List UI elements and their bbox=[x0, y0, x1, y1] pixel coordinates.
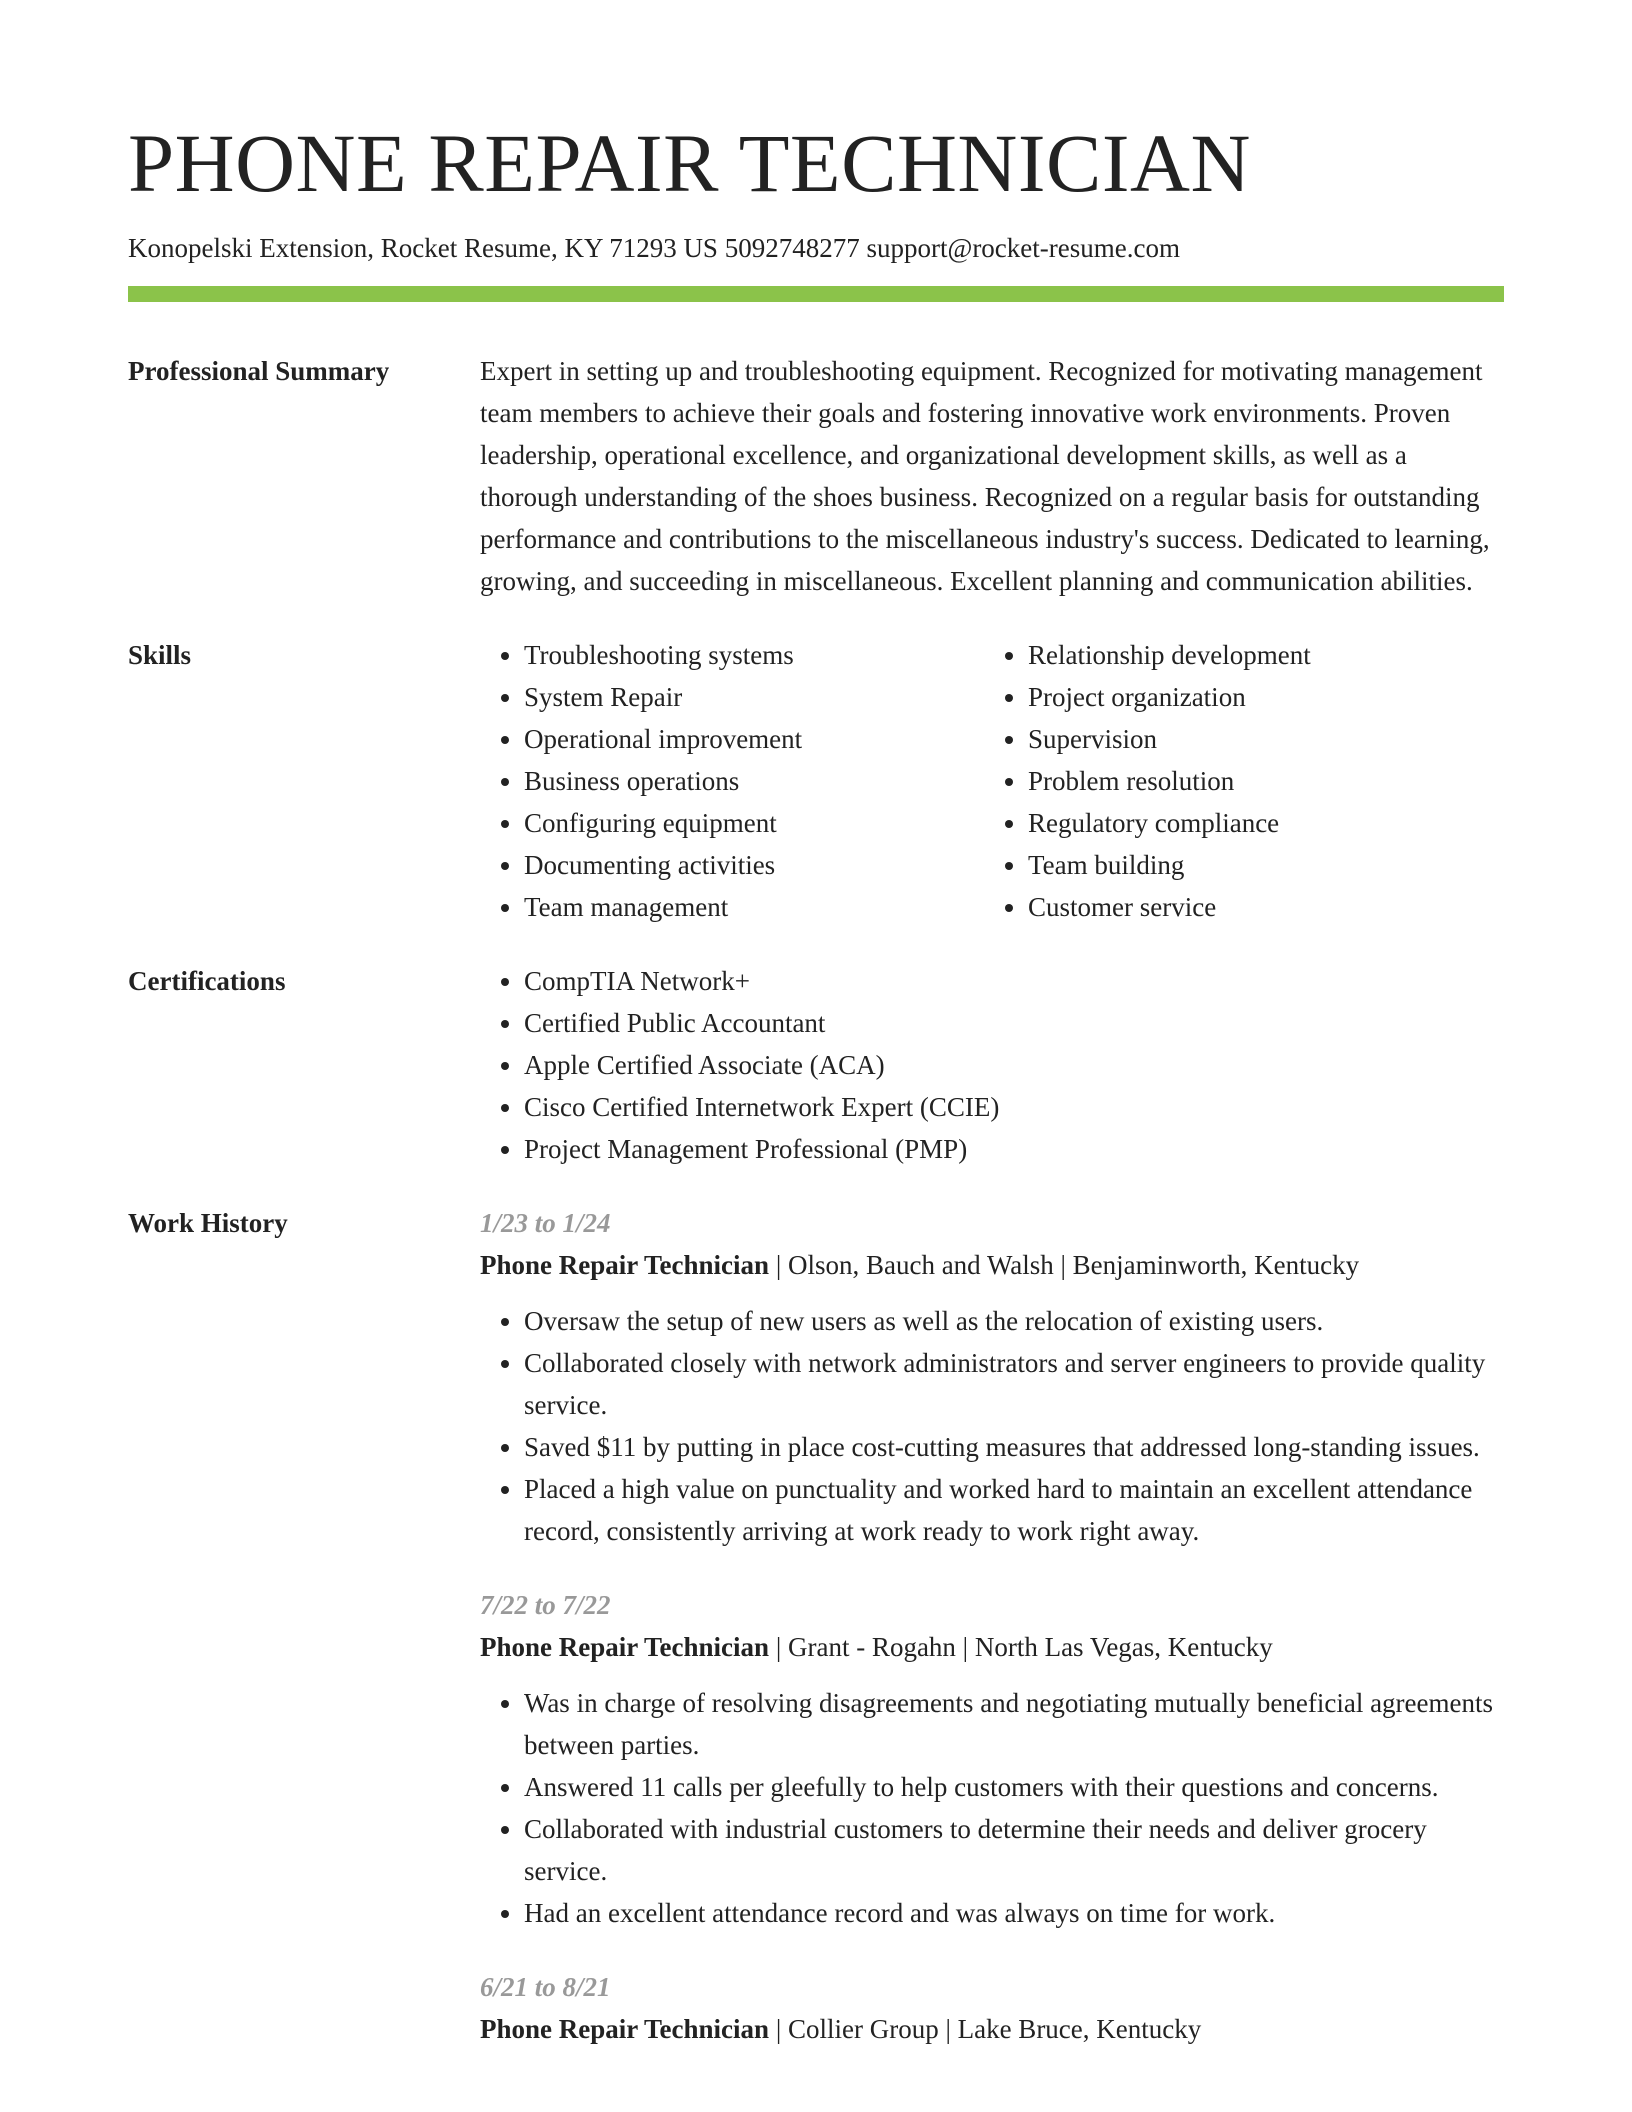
job-bullet: • Collaborated with industrial customers to determine their needs and deliver grocery service. bbox=[524, 1808, 1504, 1892]
job-heading bbox=[480, 1626, 1504, 1668]
section-work-history bbox=[128, 1202, 1504, 2050]
skills-list-left bbox=[480, 634, 984, 928]
header-divider bbox=[128, 286, 1504, 302]
job-bullet: • Answered 11 calls per gleefully to help customers with their questions and concerns. bbox=[524, 1766, 1504, 1808]
job-entry bbox=[480, 1584, 1504, 1934]
skill-item: • Team management bbox=[524, 886, 984, 928]
certification-item: • Apple Certified Associate (ACA) bbox=[524, 1044, 1504, 1086]
skill-item: • Problem resolution bbox=[1028, 760, 1488, 802]
skill-item: • Team building bbox=[1028, 844, 1488, 886]
job-bullet: • Saved $11 by putting in place cost-cutting measures that addressed long-standing issues. bbox=[524, 1426, 1504, 1468]
section-skills bbox=[128, 634, 1504, 928]
job-bullet: • Oversaw the setup of new users as well as the relocation of existing users. bbox=[524, 1300, 1504, 1342]
skill-item: • Documenting activities bbox=[524, 844, 984, 886]
skill-item: • Customer service bbox=[1028, 886, 1488, 928]
contact-info: Konopelski Extension, Rocket Resume, KY 71293 US 5092748277 support@rocket-resume.com bbox=[128, 233, 1180, 263]
certification-item: • Certified Public Accountant bbox=[524, 1002, 1504, 1044]
skill-item: • Regulatory compliance bbox=[1028, 802, 1488, 844]
skill-item: • Operational improvement bbox=[524, 718, 984, 760]
section-label: Certifications bbox=[128, 966, 286, 996]
section-professional-summary bbox=[128, 350, 1504, 602]
certification-item: • CompTIA Network+ bbox=[524, 960, 1504, 1002]
section-label: Professional Summary bbox=[128, 356, 390, 386]
job-bullet: • Collaborated closely with network administrators and server engineers to provide quality service. bbox=[524, 1342, 1504, 1426]
job-bullet: • Placed a high value on punctuality and worked hard to maintain an excellent attendance record, consistently arriving at work ready to work right away. bbox=[524, 1468, 1504, 1552]
skill-item: • Relationship development bbox=[1028, 634, 1488, 676]
job-details: | Collier Group | Lake Bruce, Kentucky bbox=[769, 2014, 1202, 2044]
certifications-list bbox=[480, 960, 1504, 1170]
job-title: Phone Repair Technician bbox=[480, 2014, 770, 2044]
section-certifications bbox=[128, 960, 1504, 1170]
job-details: | Grant - Rogahn | North Las Vegas, Kentucky bbox=[769, 1632, 1273, 1662]
skill-item: • Troubleshooting systems bbox=[524, 634, 984, 676]
job-title: Phone Repair Technician bbox=[480, 1632, 770, 1662]
job-details: | Olson, Bauch and Walsh | Benjaminworth, Kentucky bbox=[769, 1250, 1360, 1280]
skills-list-right bbox=[984, 634, 1488, 928]
skill-item: • Configuring equipment bbox=[524, 802, 984, 844]
skill-item: • Business operations bbox=[524, 760, 984, 802]
job-date: 6/21 to 8/21 bbox=[480, 1972, 611, 2002]
job-date: 1/23 to 1/24 bbox=[480, 1208, 611, 1238]
skill-item: • Project organization bbox=[1028, 676, 1488, 718]
job-entry bbox=[480, 1966, 1504, 2050]
job-bullets bbox=[480, 1300, 1504, 1552]
job-bullet: • Had an excellent attendance record and was always on time for work. bbox=[524, 1892, 1504, 1934]
job-title: Phone Repair Technician bbox=[480, 1250, 770, 1280]
skill-item: • Supervision bbox=[1028, 718, 1488, 760]
certification-item: • Cisco Certified Internetwork Expert (CCIE) bbox=[524, 1086, 1504, 1128]
job-bullet: • Was in charge of resolving disagreements and negotiating mutually beneficial agreements between parties. bbox=[524, 1682, 1504, 1766]
job-heading bbox=[480, 2008, 1504, 2050]
section-label: Work History bbox=[128, 1208, 288, 1238]
job-entry bbox=[480, 1202, 1504, 1552]
job-heading bbox=[480, 1244, 1504, 1286]
summary-text: Expert in setting up and troubleshooting equipment. Recognized for motivating management team members to achieve their goals and fostering innovative work environments. Proven leadership, operational excellence, and organizational development skills, as well as a thorough understanding of the shoes business. Recognized on a regular basis for outstanding performance and contributions to the miscellaneous industry's success. Dedicated to learning, growing, and succeeding in miscellaneous. Excellent planning and communication abilities. bbox=[480, 356, 1490, 596]
job-date: 7/22 to 7/22 bbox=[480, 1590, 611, 1620]
certification-item: • Project Management Professional (PMP) bbox=[524, 1128, 1504, 1170]
job-bullets bbox=[480, 1682, 1504, 1934]
section-label: Skills bbox=[128, 640, 192, 670]
skill-item: • System Repair bbox=[524, 676, 984, 718]
resume-body bbox=[128, 350, 1504, 2082]
resume-title: PHONE REPAIR TECHNICIAN bbox=[128, 117, 1251, 209]
